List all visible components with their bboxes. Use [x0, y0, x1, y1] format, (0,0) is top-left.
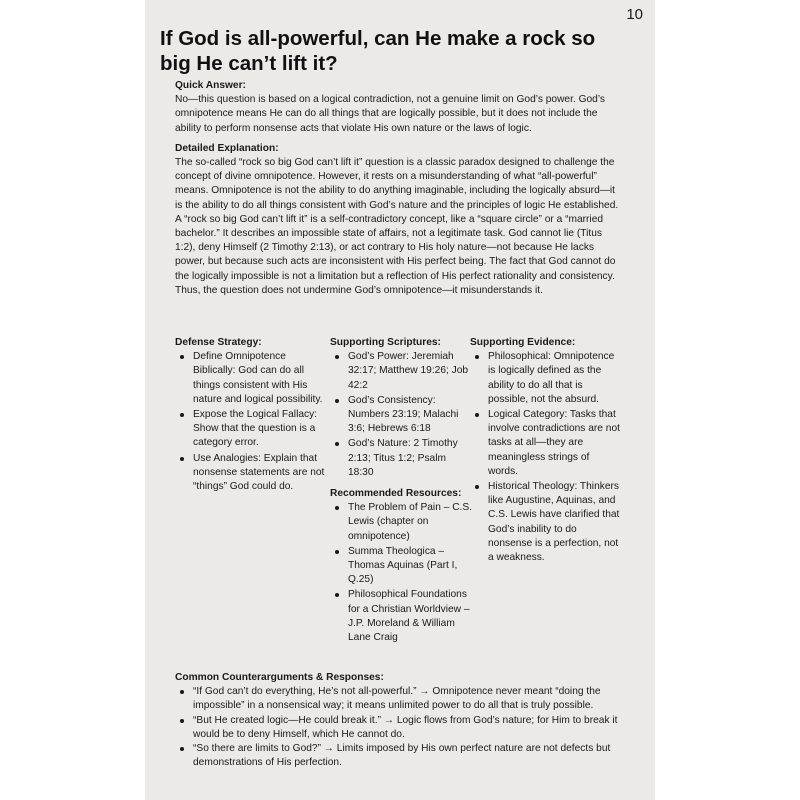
list-item: The Problem of Pain – C.S. Lewis (chapter on omnipotence) [330, 501, 472, 544]
recommended-resources-label: Recommended Resources: [330, 488, 462, 500]
counterarguments-label: Common Counterarguments & Responses: [175, 672, 384, 683]
list-item: “But He created logic—He could break it.” → Logic flows from God’s nature; for Him to break it would be to deny Himself, which He cannot do. [175, 714, 621, 742]
list-item: Philosophical Foundations for a Christian Worldview – J.P. Moreland & William Lane Craig [330, 588, 472, 645]
supporting-evidence-label: Supporting Evidence: [470, 337, 576, 348]
list-item: God’s Power: Jeremiah 32:17; Matthew 19:26; Job 42:2 [330, 350, 472, 393]
main-body [175, 79, 621, 298]
supporting-scriptures-list [330, 350, 472, 480]
page-number: 10 [626, 6, 643, 23]
list-item: God’s Nature: 2 Timothy 2:13; Titus 1:2; Psalm 18:30 [330, 437, 472, 480]
list-item: God’s Consistency: Numbers 23:19; Malachi 3:6; Hebrews 6:18 [330, 394, 472, 437]
detailed-explanation-label: Detailed Explanation: [175, 142, 279, 154]
list-item: “If God can’t do everything, He’s not all-powerful.” → Omnipotence never meant “doing the impossible” in a nonsensical way; it means unlimited power to do all that is truly possible. [175, 685, 621, 713]
defense-strategy-column [175, 336, 325, 495]
defense-strategy-label: Defense Strategy: [175, 337, 262, 348]
counterarguments-section [175, 671, 621, 770]
supporting-evidence-list [470, 350, 620, 565]
supporting-evidence-column [470, 336, 620, 566]
list-item: Summa Theologica – Thomas Aquinas (Part I, Q.25) [330, 545, 472, 588]
detailed-explanation-text: The so-called “rock so big God can’t lift it” question is a classic paradox designed to challenge the concept of divine omnipotence. However, it rests on a misunderstanding of what “all-powerful” means. Omnipotence is not the ability to do anything imaginable, including the logically absurd—it is the ability to do all things consistent with God’s nature and the principles of logic He established. A “rock so big God can’t lift it” is a self-contradictory concept, like a “square circle” or a “married bachelor.” It describes an impossible state of affairs, not a legitimate task. God cannot lie (Titus 1:2), deny Himself (2 Timothy 2:13), or act contrary to His holy nature—not because He lacks power, but because such acts are inconsistent with His perfect being. The fact that God cannot do the logically impossible is not a limitation but a reflection of His perfect rationality and consistency. Thus, the question does not undermine God’s omnipotence—it misunderstands it. [175, 157, 619, 296]
quick-answer-text: No—this question is based on a logical contradiction, not a genuine limit on God’s power. God’s omnipotence means He can do all things that are logically possible, but it does not include the ability to perform nonsense acts that violate His own nature or the laws of logic. [175, 94, 606, 134]
quick-answer-label: Quick Answer: [175, 80, 246, 91]
page-title: If God is all-powerful, can He make a rock so big He can’t lift it? [160, 27, 596, 75]
supporting-scriptures-label: Supporting Scriptures: [330, 337, 441, 348]
counterarguments-list [175, 685, 621, 770]
recommended-resources-list [330, 501, 472, 645]
list-item: Expose the Logical Fallacy: Show that the question is a category error. [175, 408, 325, 451]
list-item: Define Omnipotence Biblically: God can do all things consistent with His nature and logical possibility. [175, 350, 325, 407]
list-item: “So there are limits to God?” → Limits imposed by His own perfect nature are not defects but demonstrations of His perfection. [175, 742, 621, 770]
defense-strategy-list [175, 350, 325, 494]
document-page [145, 0, 655, 800]
list-item: Philosophical: Omnipotence is logically defined as the ability to do all that is possible, not the absurd. [470, 350, 620, 407]
list-item: Logical Category: Tasks that involve contradictions are not tasks at all—they are meaningless strings of words. [470, 408, 620, 479]
list-item: Use Analogies: Explain that nonsense statements are not “things” God could do. [175, 452, 325, 495]
scriptures-resources-column [330, 336, 472, 646]
list-item: Historical Theology: Thinkers like Augustine, Aquinas, and C.S. Lewis have clarified that God’s inability to do nonsense is a perfection, not a weakness. [470, 480, 620, 565]
